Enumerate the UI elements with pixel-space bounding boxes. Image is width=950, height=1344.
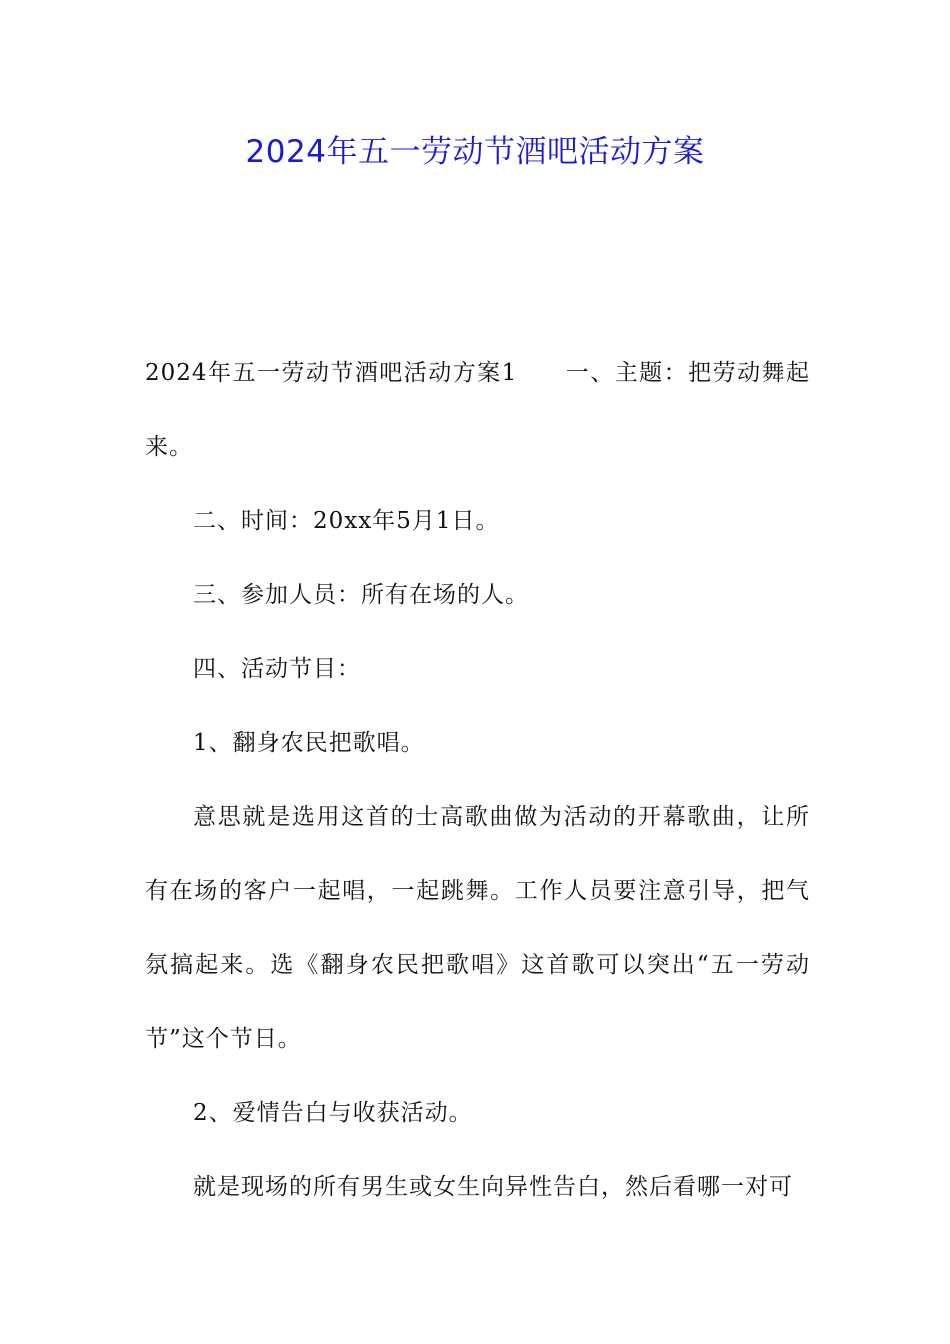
paragraph-item-1-desc: 意思就是选用这首的士高歌曲做为活动的开幕歌曲，让所有在场的客户一起唱，一起跳舞。工作人员要注意引导，把气氛搞起来。选《翻身农民把歌唱》这首歌可以突出“五一劳动节”这个节日。: [145, 804, 810, 1052]
paragraph-item-2-desc: 就是现场的所有男生或女生向异性告白，然后看哪一对可: [193, 1174, 793, 1200]
document-body: [145, 336, 810, 1224]
paragraph-program-heading: 四、活动节目：: [193, 656, 361, 682]
section-heading: 2024年五一劳动节酒吧活动方案1: [145, 360, 518, 386]
paragraph-item-2: 2、爱情告白与收获活动。: [193, 1100, 473, 1126]
theme-line: 一、主题：把劳动舞起来。: [145, 360, 811, 460]
document-title: 2024年五一劳动节酒吧活动方案: [245, 134, 705, 170]
paragraph-item-1: 1、翻身农民把歌唱。: [193, 730, 425, 756]
paragraph-participants: 三、参加人员：所有在场的人。: [193, 582, 529, 608]
paragraph-1: [145, 336, 810, 484]
paragraph-time: 二、时间：20xx年5月1日。: [193, 508, 500, 534]
